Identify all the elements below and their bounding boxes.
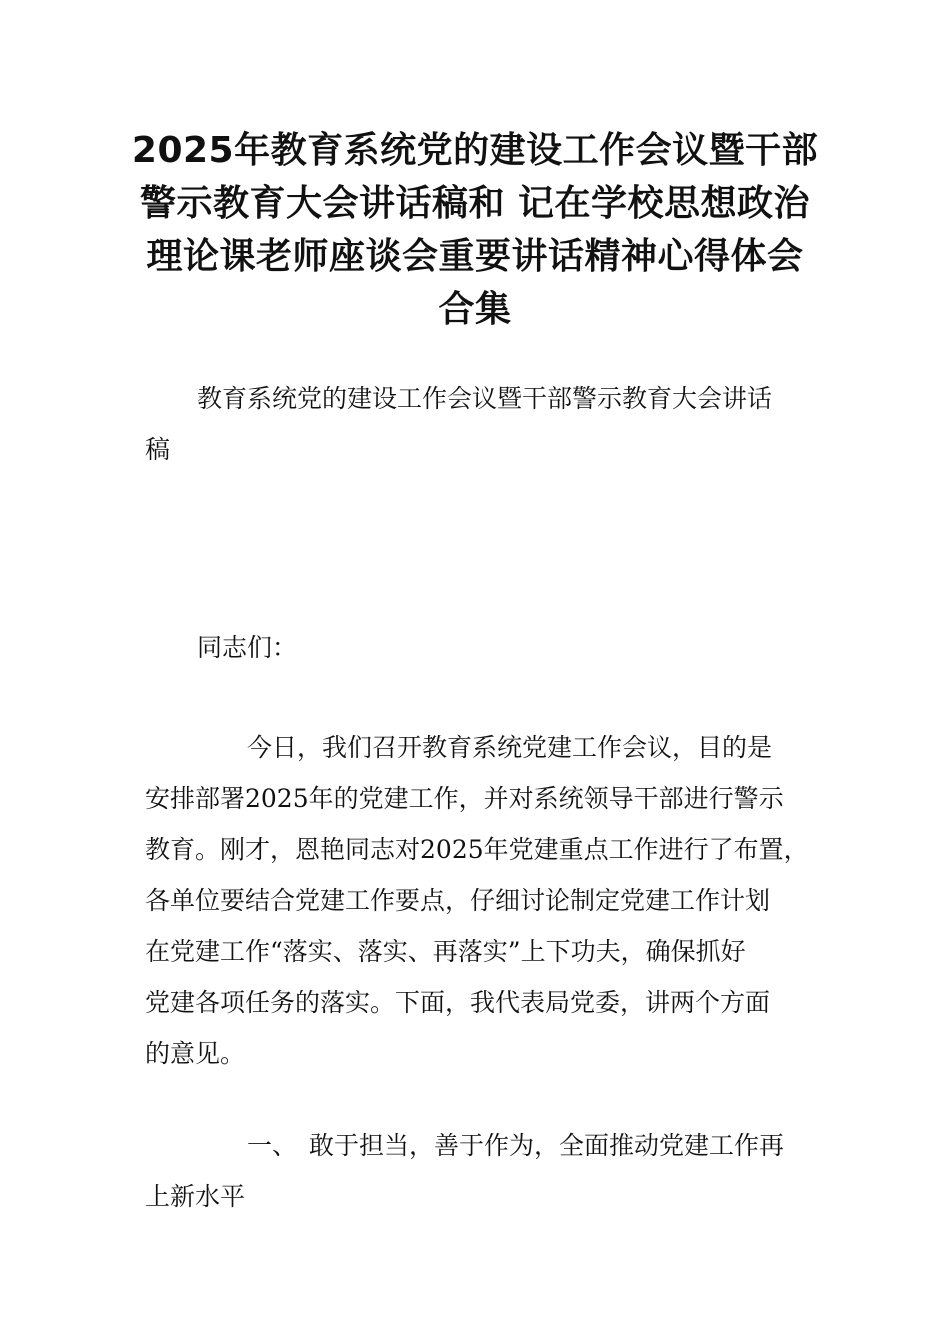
section-heading-line: 上新水平: [145, 1182, 246, 1211]
subtitle-line: 教育系统党的建设工作会议暨干部警示教育大会讲话: [197, 384, 773, 413]
body-line: 教育。刚才，恩艳同志对2025年党建重点工作进行了布置，: [145, 835, 809, 864]
body-line: 各单位要结合党建工作要点，仔细讨论制定党建工作计划: [145, 886, 771, 915]
title-line: 理论课老师座谈会重要讲话精神心得体会: [146, 236, 804, 277]
document-title: [120, 124, 830, 336]
speech-subtitle: [145, 373, 815, 475]
subtitle-line: 稿: [145, 435, 171, 464]
section-heading-text: 敢于担当，善于作为，全面推动党建工作再: [309, 1131, 785, 1160]
section-heading-line: [145, 1120, 815, 1171]
title-line: 警示教育大会讲话稿和 记在学校思想政治: [139, 183, 811, 224]
body-line: 的意见。: [145, 1039, 246, 1068]
body-line: 今日，我们召开教育系统党建工作会议，目的是: [247, 733, 773, 762]
body-paragraph: [145, 722, 815, 1079]
section-heading-one: [145, 1120, 815, 1222]
title-line: 2025年教育系统党的建设工作会议暨干部: [131, 130, 819, 171]
salutation-text: 同志们：: [197, 633, 298, 662]
body-line: 安排部署2025年的党建工作，并对系统领导干部进行警示: [145, 784, 784, 813]
salutation: [145, 622, 815, 673]
section-number: 一、: [247, 1131, 298, 1160]
title-line: 合集: [438, 289, 512, 330]
body-line: 在党建工作“落实、落实、再落实”上下功夫，确保抓好: [145, 937, 746, 966]
body-line: 党建各项任务的落实。下面，我代表局党委，讲两个方面: [145, 988, 771, 1017]
